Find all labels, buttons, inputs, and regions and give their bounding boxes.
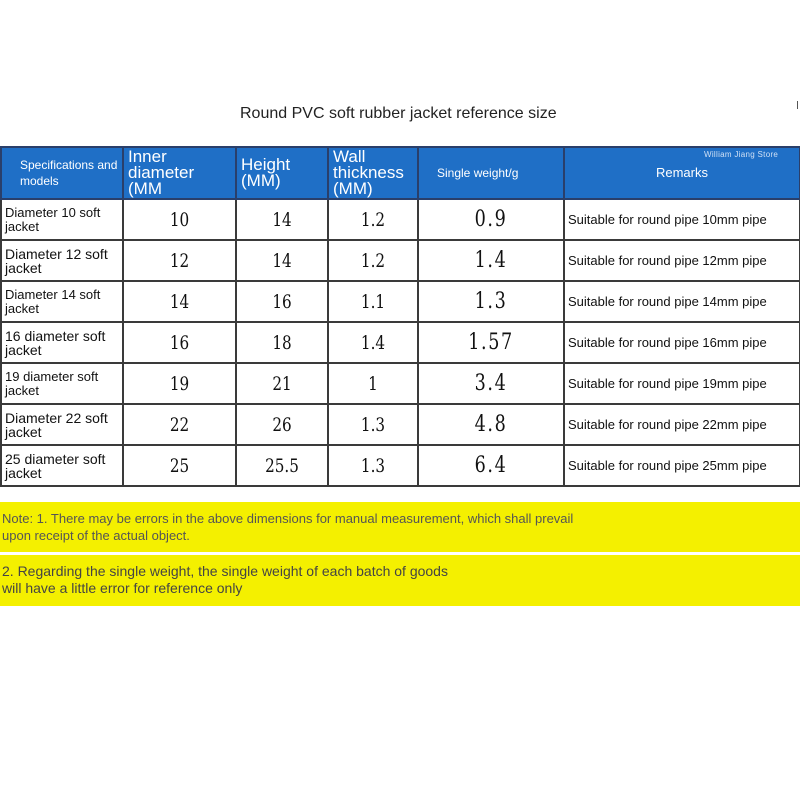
cell-remark: Suitable for round pipe 12mm pipe xyxy=(564,240,800,281)
cell-wall-thickness: 1.2 xyxy=(337,199,409,240)
cell-height: 25.5 xyxy=(245,445,319,486)
cell-wall-thickness: 1.3 xyxy=(337,445,409,486)
cell-height: 21 xyxy=(245,363,319,404)
page-title: Round PVC soft rubber jacket reference size xyxy=(240,105,557,122)
cell-wall-thickness: 1.1 xyxy=(337,281,409,322)
edge-tick xyxy=(797,101,798,109)
cell-remark: Suitable for round pipe 16mm pipe xyxy=(564,322,800,363)
cell-single-weight: 1.4 xyxy=(433,240,550,281)
header-inner-diameter: Inner diameter (MM xyxy=(123,147,236,199)
header-wall-thickness: Wall thickness (MM) xyxy=(328,147,418,199)
note-measurement-error: Note: 1. There may be errors in the above dimensions for manual measurement, which shall prevail upon receipt of the actual object. xyxy=(2,511,574,543)
notes-panel xyxy=(0,502,800,606)
header-model: Specifications and models xyxy=(1,147,123,199)
cell-inner-diameter: 19 xyxy=(134,363,224,404)
cell-inner-diameter: 22 xyxy=(134,404,224,445)
store-watermark: William Jiang Store xyxy=(704,150,779,159)
table-row xyxy=(1,240,800,281)
cell-model: 19 diameter soft jacket xyxy=(1,363,123,404)
cell-model: Diameter 22 soft jacket xyxy=(1,404,123,445)
cell-single-weight: 1.57 xyxy=(433,322,550,363)
cell-height: 14 xyxy=(245,240,319,281)
cell-model: Diameter 14 soft jacket xyxy=(1,281,123,322)
cell-wall-thickness: 1.3 xyxy=(337,404,409,445)
cell-single-weight: 1.3 xyxy=(433,281,550,322)
notes-divider xyxy=(0,552,800,555)
cell-wall-thickness: 1.4 xyxy=(337,322,409,363)
table-row xyxy=(1,404,800,445)
cell-remark: Suitable for round pipe 19mm pipe xyxy=(564,363,800,404)
cell-single-weight: 3.4 xyxy=(433,363,550,404)
cell-model: Diameter 12 soft jacket xyxy=(1,240,123,281)
cell-remark: Suitable for round pipe 14mm pipe xyxy=(564,281,800,322)
cell-single-weight: 4.8 xyxy=(433,404,550,445)
table-row xyxy=(1,281,800,322)
cell-inner-diameter: 25 xyxy=(134,445,224,486)
cell-wall-thickness: 1.2 xyxy=(337,240,409,281)
table-row xyxy=(1,445,800,486)
cell-height: 16 xyxy=(245,281,319,322)
size-reference-table xyxy=(0,146,800,487)
table-row xyxy=(1,363,800,404)
note-weight-error: 2. Regarding the single weight, the single weight of each batch of goods will have a little error for reference only xyxy=(2,563,448,596)
table-row xyxy=(1,199,800,240)
cell-inner-diameter: 16 xyxy=(134,322,224,363)
cell-inner-diameter: 12 xyxy=(134,240,224,281)
header-remarks: Remarks xyxy=(564,147,800,199)
header-single-weight: Single weight/g xyxy=(418,147,564,199)
cell-wall-thickness: 1 xyxy=(337,363,409,404)
cell-inner-diameter: 14 xyxy=(134,281,224,322)
cell-inner-diameter: 10 xyxy=(134,199,224,240)
cell-height: 14 xyxy=(245,199,319,240)
cell-height: 18 xyxy=(245,322,319,363)
cell-single-weight: 0.9 xyxy=(433,199,550,240)
cell-model: Diameter 10 soft jacket xyxy=(1,199,123,240)
cell-model: 16 diameter soft jacket xyxy=(1,322,123,363)
cell-remark: Suitable for round pipe 25mm pipe xyxy=(564,445,800,486)
table-header-row xyxy=(1,147,800,199)
cell-single-weight: 6.4 xyxy=(433,445,550,486)
cell-height: 26 xyxy=(245,404,319,445)
cell-remark: Suitable for round pipe 10mm pipe xyxy=(564,199,800,240)
header-height: Height (MM) xyxy=(236,147,328,199)
cell-model: 25 diameter soft jacket xyxy=(1,445,123,486)
table-row xyxy=(1,322,800,363)
cell-remark: Suitable for round pipe 22mm pipe xyxy=(564,404,800,445)
